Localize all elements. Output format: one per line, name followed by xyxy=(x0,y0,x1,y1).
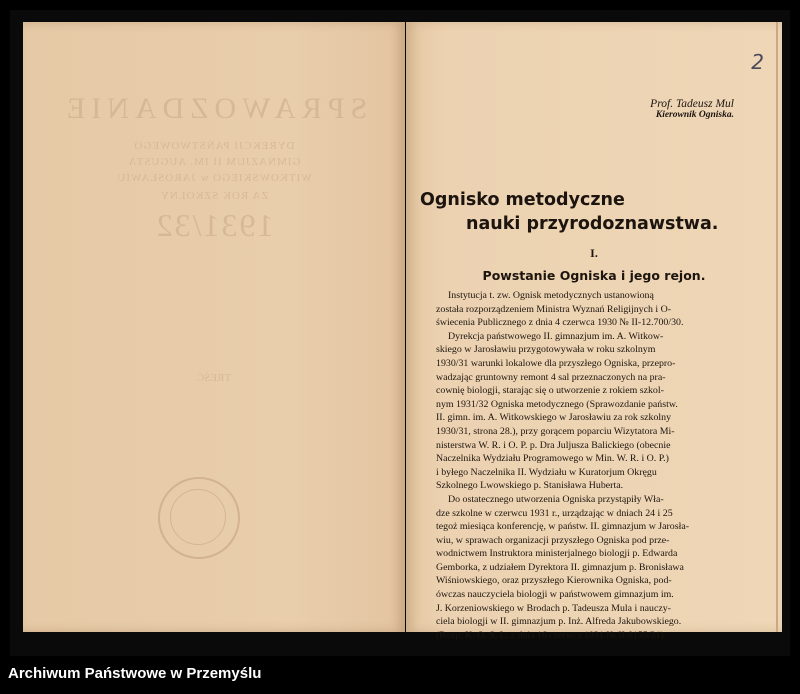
left-page-bleed-year-label: ZA ROK SZKOLNY xyxy=(159,190,269,202)
body-line: dze szkolne w czerwcu 1931 r., urządzając w dniach 24 i 25 xyxy=(436,507,673,519)
left-page-bleed-line: WITKOWSKIEGO w JAROSŁAWIU xyxy=(116,172,312,184)
body-line: 1930/31 warunki lokalowe dla przyszłego Ogniska, przepro- xyxy=(436,357,676,369)
body-line: Do ostatecznego utworzenia Ogniska przystąpiły Wła- xyxy=(448,493,664,505)
body-line: tegoż miesiąca konferencję, w państw. II. gimnazjum w Jarosła- xyxy=(436,521,689,533)
body-line: i byłego Naczelnika II. Wydziału w Kuratorjum Okręgu xyxy=(436,466,657,478)
left-page xyxy=(23,22,405,632)
body-line: została rozporządzeniem Ministra Wyznań Religijnych i O- xyxy=(436,303,672,315)
author-title: Kierownik Ogniska. xyxy=(655,110,734,120)
left-page-bleed-line: GIMNAZJUM II IM. AUGUSTA xyxy=(127,156,301,168)
scan-frame xyxy=(10,10,790,656)
body-line: II. gimn. im. A. Witkowskiego w Jarosławiu za rok szkolny xyxy=(436,412,672,424)
body-line: Instytucja t. zw. Ognisk metodycznych ustanowioną xyxy=(448,290,654,301)
section-number: I. xyxy=(590,246,598,260)
body-line: wodnictwem Instruktora ministerjalnego biologji p. Edwarda xyxy=(436,548,678,560)
right-page xyxy=(406,22,782,641)
body-line: 1930/31, strona 28.), przy gorącem poparciu Wizytatora Mi- xyxy=(436,425,675,437)
body-line: J. Korzeniowskiego w Brodach p. Tadeusza Mula i nauczy- xyxy=(436,602,671,614)
body-line: Wiśniowskiego, oraz przyszłego Kierownika Ogniska, pod- xyxy=(436,575,672,587)
author-block xyxy=(650,98,734,120)
archive-label: Archiwum Państwowe w Przemyślu xyxy=(8,665,262,682)
body-line: Szkolnego Lwowskiego p. Stanisława Huberta. xyxy=(436,480,624,492)
faded-stamp xyxy=(158,477,240,559)
body-line: wiu, w sprawach organizacji przyszłego Ogniska pod prze- xyxy=(436,534,670,546)
left-page-bleed-line: DYREKCJI PAŃSTWOWEGO xyxy=(133,140,295,152)
body-line: (Rozp. K. O. S. L. z dnia 16 czerwca 1931 № II-8155/31). xyxy=(436,629,667,641)
article-heading xyxy=(410,190,786,234)
body-line: świecenia Publicznego z dnia 4 czerwca 1930 № II-12.700/30. xyxy=(436,317,684,329)
heading-line-1: Ognisko metodyczne xyxy=(420,190,625,210)
body-line: nisterstwa W. R. i O. P. p. Dra Juljusza Balickiego (obecnie xyxy=(436,439,671,451)
archive-footer xyxy=(0,658,800,694)
body-line: skiego w Jarosławiu przygotowywała w roku szkolnym xyxy=(436,344,656,356)
left-page-bleed-contents: TREŚĆ xyxy=(196,372,232,384)
body-line: Dyrekcja państwowego II. gimnazjum im. A. Witkow- xyxy=(448,330,664,342)
pencil-page-number: 2 xyxy=(751,50,764,74)
body-line: ówczas nauczyciela biologji w państwowem gimnazjum im. xyxy=(436,589,674,601)
body-line: wadzając gruntowny remont 4 sal przeznaczonych na pra- xyxy=(436,371,666,383)
body-line: cownię biologji, starając się o utworzenie z rokiem szkol- xyxy=(436,385,664,397)
body-line: Gemborka, z udziałem Dyrektora II. gimnazjum p. Bronisława xyxy=(436,561,684,573)
body-line: ciela biologji w II. gimnazjum p. Inż. Alfreda Jakubowskiego. xyxy=(436,616,682,628)
body-line: Naczelnika Wydziału Programowego w Min. W. R. i O. P.) xyxy=(436,453,669,465)
heading-line-2: nauki przyrodoznawstwa. xyxy=(466,214,719,234)
body-line: nym 1931/32 Ogniska metodycznego (Sprawozdanie państw. xyxy=(436,398,678,410)
body-text xyxy=(436,289,738,642)
author-name: Prof. Tadeusz Mul xyxy=(650,98,734,110)
left-page-bleed-title: SPRAWOZDANIE xyxy=(60,92,368,125)
left-page-bleed-year: 1931/32 xyxy=(154,207,274,243)
section-title: Powstanie Ogniska i jego rejon. xyxy=(482,268,706,283)
